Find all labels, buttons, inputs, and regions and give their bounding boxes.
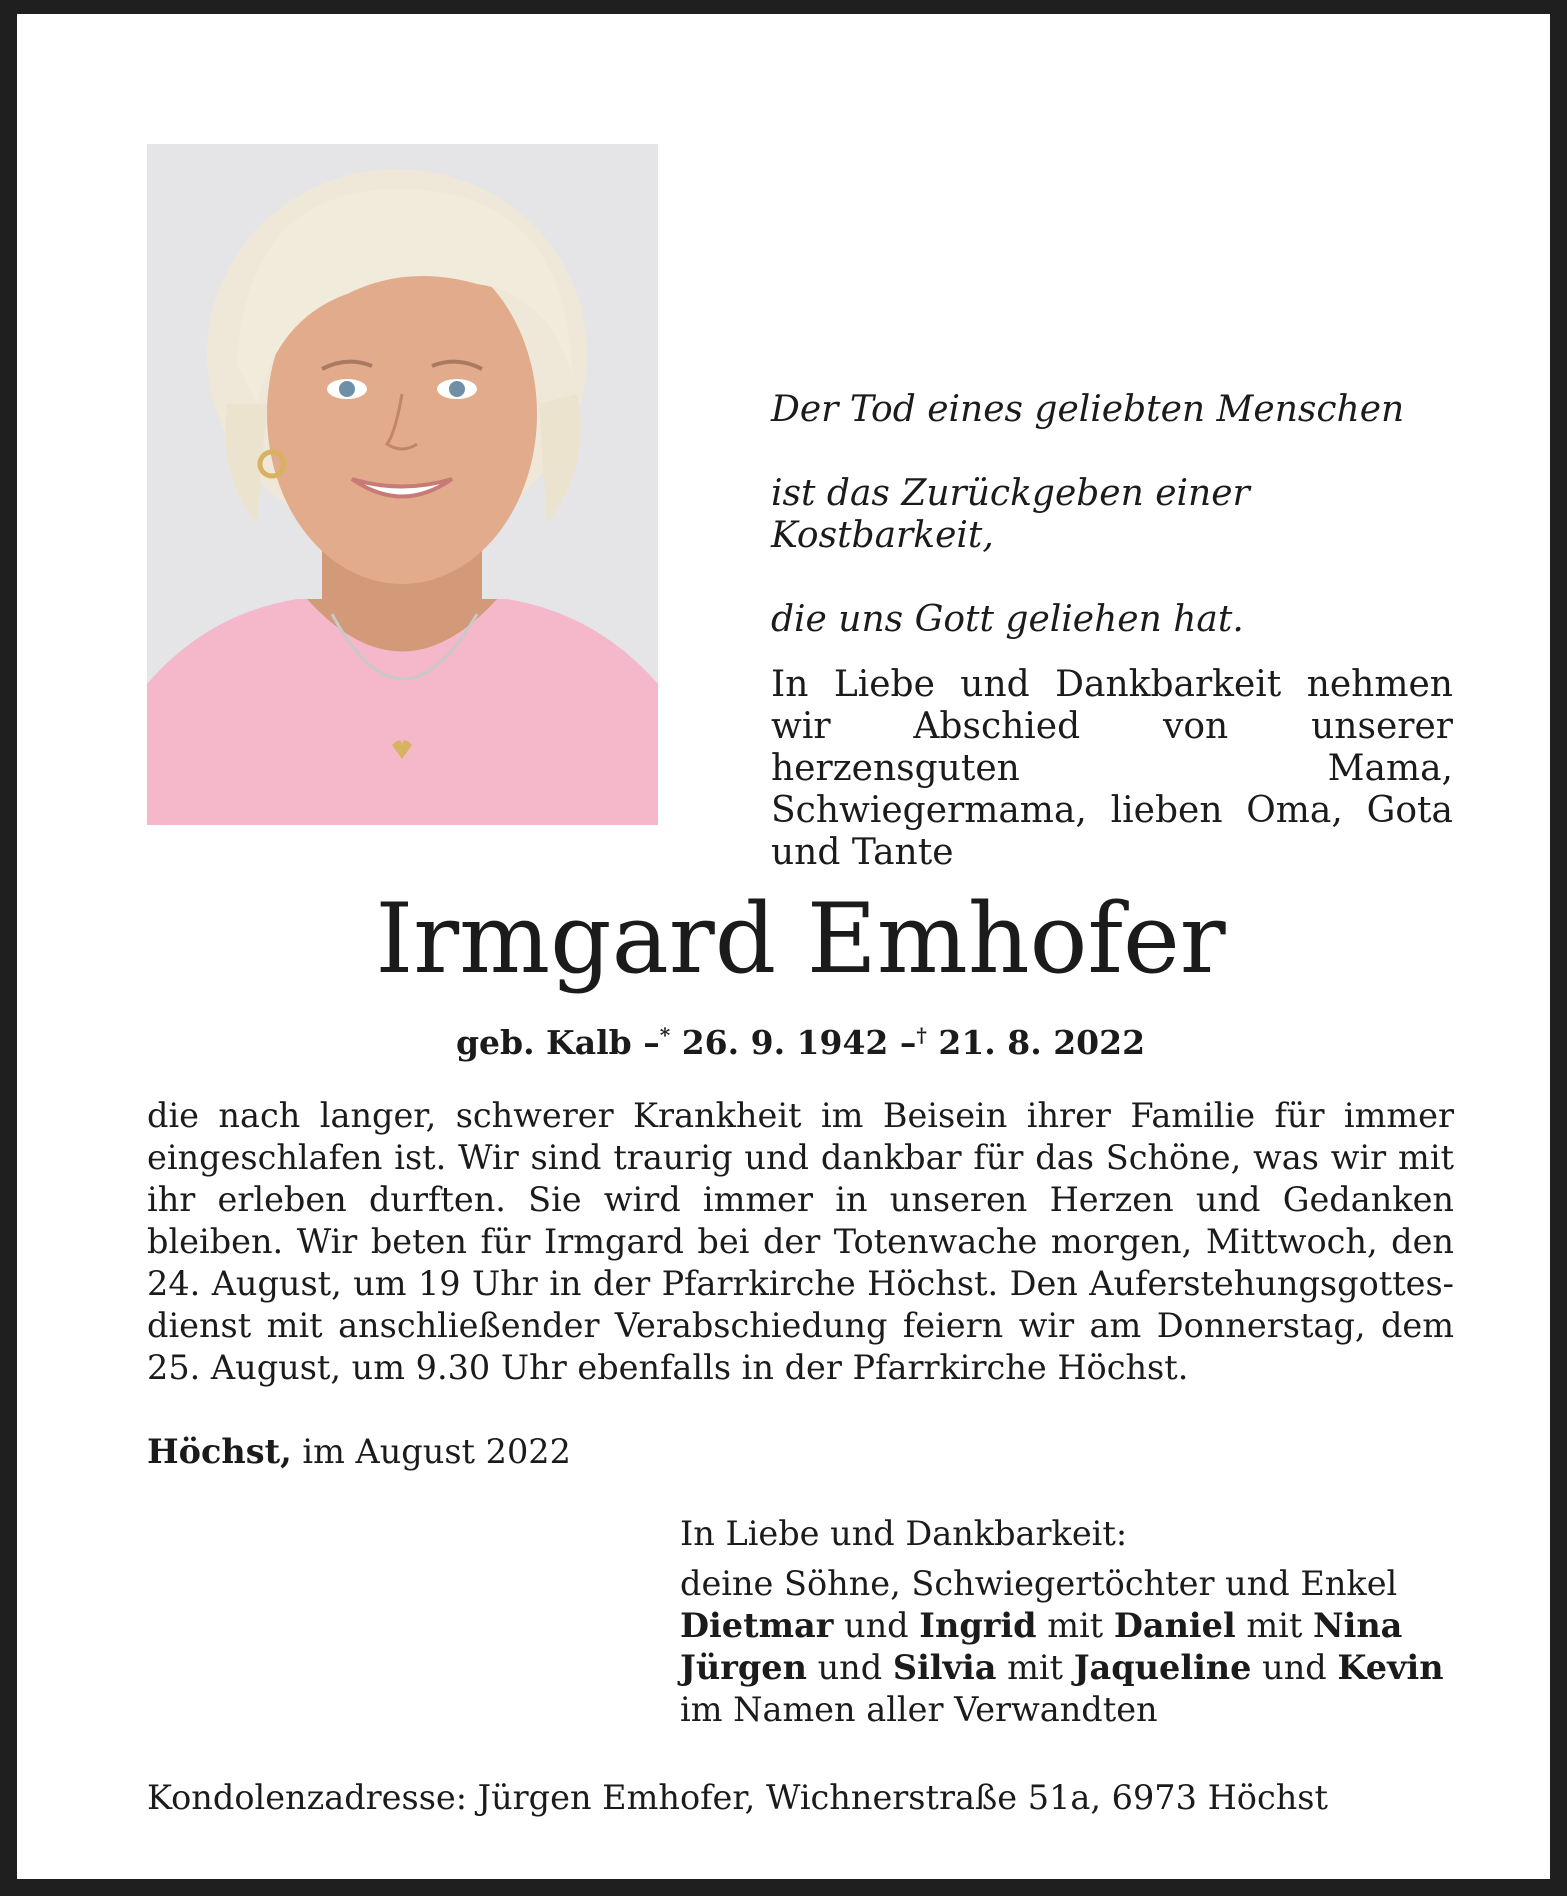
mourners-closing: im Namen aller Verwandten <box>680 1690 1158 1729</box>
memorial-quote <box>771 347 1451 683</box>
place-date: im August 2022 <box>302 1432 571 1471</box>
date-separator: – <box>643 1023 660 1062</box>
deceased-name: Irmgard Emhofer <box>375 883 1226 995</box>
mourners-relations: deine Söhne, Schwiegertöchter und Enkel <box>680 1564 1398 1603</box>
quote-line: die uns Gott geliehen hat. <box>771 599 1244 640</box>
mourner-name: Ingrid <box>919 1606 1037 1645</box>
date-separator: – <box>899 1023 917 1062</box>
death-date: 21. 8. 2022 <box>938 1023 1146 1062</box>
portrait-photo <box>147 144 658 825</box>
mourners-block <box>680 1513 1480 1731</box>
mourners-family-line-2 <box>680 1647 1480 1689</box>
connector-word: und <box>1262 1648 1327 1687</box>
mourners-lead: In Liebe und Dankbarkeit: <box>680 1514 1128 1553</box>
connector-word: mit <box>1007 1648 1064 1687</box>
announcement-body: die nach langer, schwerer Krankheit im Beisein ihrer Familie für immer eingeschlafen ist. Wir sind traurig und dankbar für das Schöne, was wir mit ihr erleben durften. Sie wird immer in unseren Herzen und Gedanken bleiben. Wir beten für Irmgard bei der Totenwache morgen, Mittwoch, den 24. August, um 19 Uhr in der Pfarrkirche Höchst. Den Auferstehungsgottes-dienst mit anschließender Verabschiedung feiern wir am Donnerstag, dem 25. August, um 9.30 Uhr ebenfalls in der Pfarrkirche Höchst. <box>147 1096 1454 1387</box>
mourner-name: Kevin <box>1337 1648 1444 1687</box>
mourner-name: Jaqueline <box>1073 1648 1252 1687</box>
mourner-name: Nina <box>1312 1606 1403 1645</box>
condolence-address: Kondolenzadresse: Jürgen Emhofer, Wichnerstraße 51a, 6973 Höchst <box>147 1778 1328 1817</box>
birth-name: geb. Kalb <box>455 1023 632 1062</box>
quote-line: ist das Zurückgeben einer Kostbarkeit, <box>771 473 1250 556</box>
mourner-name: Daniel <box>1113 1606 1236 1645</box>
mourner-name: Dietmar <box>680 1606 834 1645</box>
mourner-name: Silvia <box>892 1648 997 1687</box>
birth-star-icon: * <box>659 1023 671 1047</box>
connector-word: und <box>817 1648 883 1687</box>
mourner-name: Jürgen <box>680 1648 807 1687</box>
death-cross-icon: † <box>916 1023 927 1047</box>
portrait-illustration <box>147 144 658 825</box>
connector-word: und <box>844 1606 909 1645</box>
farewell-intro: In Liebe und Dankbarkeit nehmen wir Abschied von unserer herzensguten Mama, Schwiegermama, lieben Oma, Gota und Tante <box>771 664 1453 873</box>
mourners-family-line-1 <box>680 1605 1480 1647</box>
place-town: Höchst, <box>147 1432 292 1471</box>
birth-date: 26. 9. 1942 <box>681 1023 889 1062</box>
connector-word: mit <box>1246 1606 1303 1645</box>
connector-word: mit <box>1047 1606 1104 1645</box>
life-dates <box>17 1014 1567 1064</box>
place-and-date <box>147 1431 571 1473</box>
quote-line: Der Tod eines geliebten Menschen <box>771 389 1405 430</box>
